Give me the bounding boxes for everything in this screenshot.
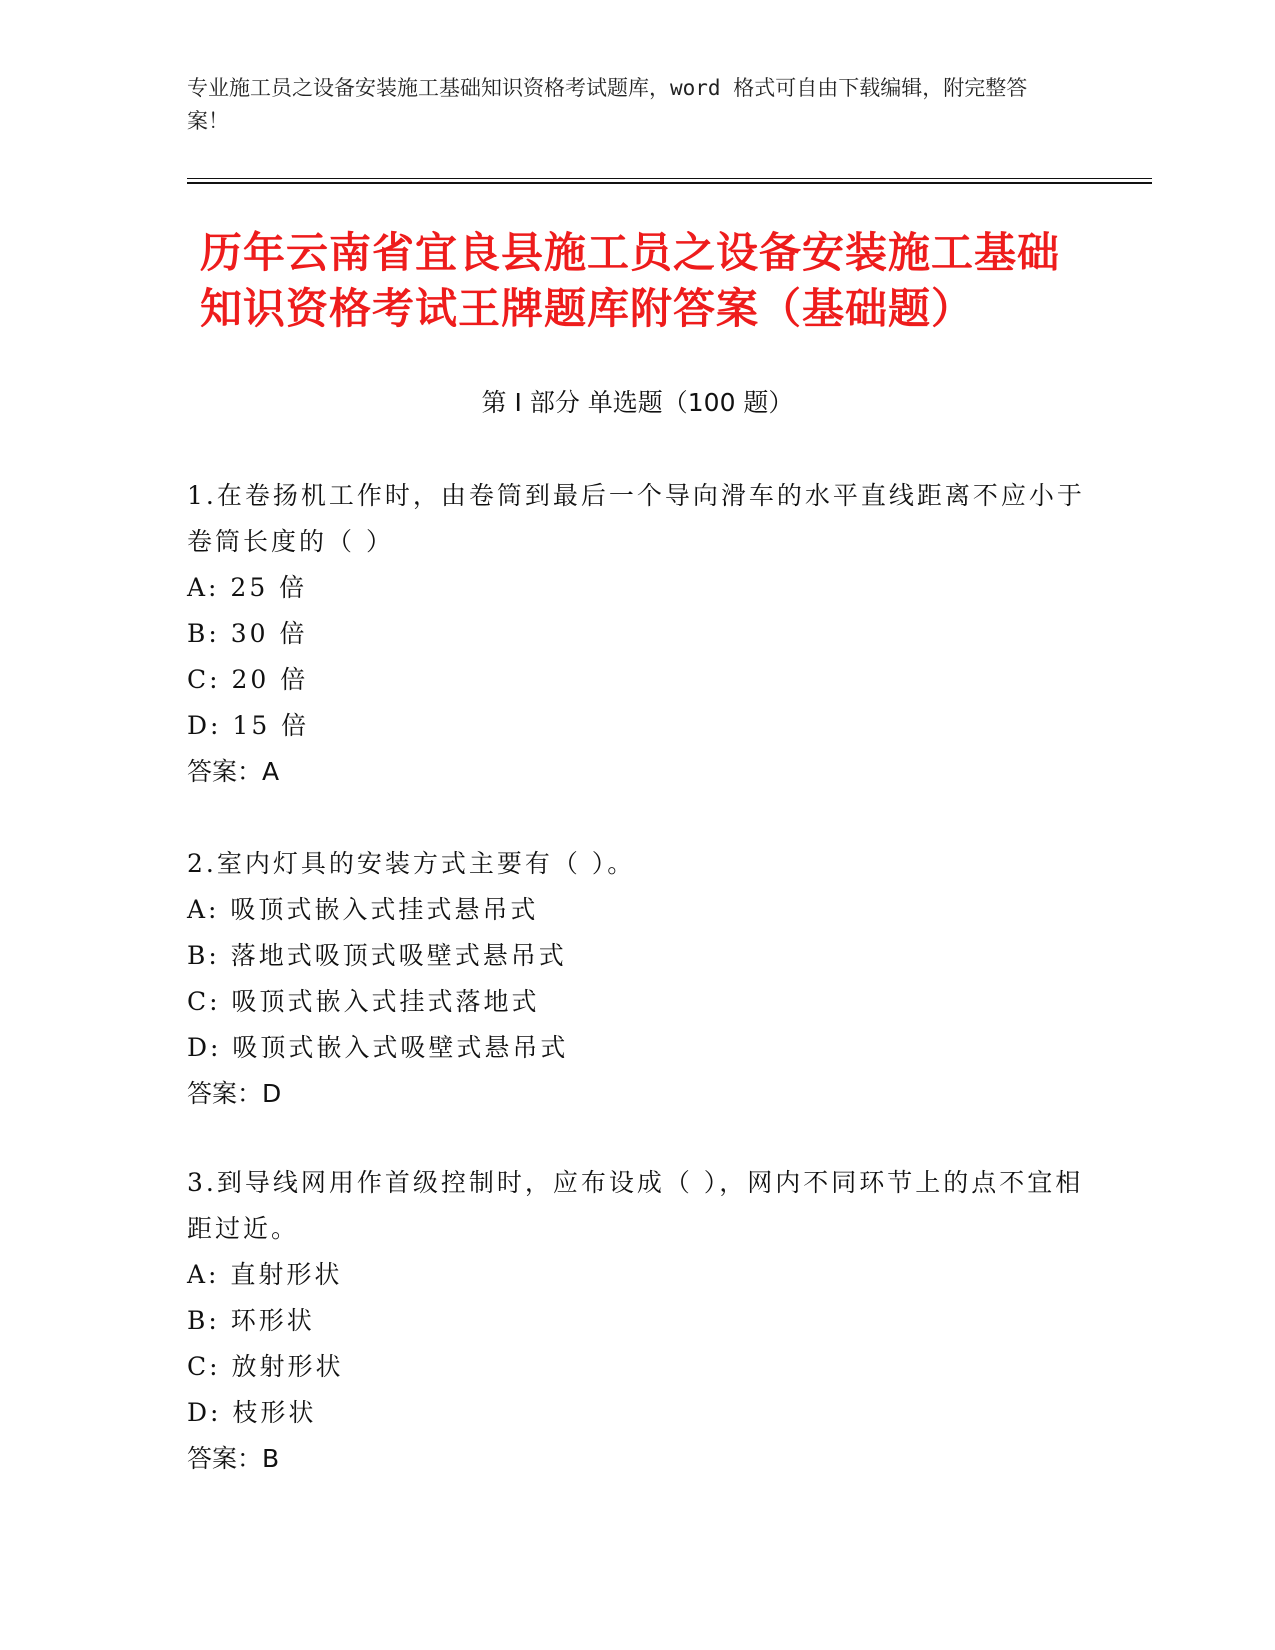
question-stem: 1.在卷扬机工作时，由卷筒到最后一个导向滑车的水平直线距离不应小于卷筒长度的（ ） xyxy=(187,481,1085,556)
option-d: D: 吸顶式嵌入式吸壁式悬吊式 xyxy=(187,1033,569,1062)
option-a: A: 吸顶式嵌入式挂式悬吊式 xyxy=(187,895,539,924)
answer-line: 答案：D xyxy=(187,1079,282,1108)
option-b: B: 落地式吸顶式吸壁式悬吊式 xyxy=(187,941,567,970)
option-c: C: 20 倍 xyxy=(187,665,309,694)
header-divider-thin xyxy=(187,178,1152,179)
question-stem: 3.到导线网用作首级控制时，应布设成（ ），网内不同环节上的点不宜相距过近。 xyxy=(187,1168,1084,1243)
document-title: 历年云南省宜良县施工员之设备安装施工基础知识资格考试王牌题库附答案（基础题） xyxy=(200,228,1061,333)
answer-line: 答案：B xyxy=(187,1444,280,1473)
answer-line: 答案：A xyxy=(187,757,280,786)
question-3 xyxy=(187,1160,1087,1482)
header-note: 专业施工员之设备安装施工基础知识资格考试题库，word 格式可自由下载编辑，附完整答案！ xyxy=(187,76,1028,133)
option-d: D: 枝形状 xyxy=(187,1398,317,1427)
option-c: C: 放射形状 xyxy=(187,1352,344,1381)
section-heading: 第 I 部分 单选题（100 题） xyxy=(481,388,794,417)
question-1 xyxy=(187,473,1087,795)
option-a: A: 25 倍 xyxy=(187,573,308,602)
question-2 xyxy=(187,841,1087,1117)
question-stem: 2.室内灯具的安装方式主要有（ ）。 xyxy=(187,849,636,878)
option-c: C: 吸顶式嵌入式挂式落地式 xyxy=(187,987,540,1016)
option-a: A: 直射形状 xyxy=(187,1260,343,1289)
option-b: B: 30 倍 xyxy=(187,619,308,648)
option-d: D: 15 倍 xyxy=(187,711,310,740)
option-b: B: 环形状 xyxy=(187,1306,315,1335)
header-divider-thick xyxy=(187,182,1152,184)
